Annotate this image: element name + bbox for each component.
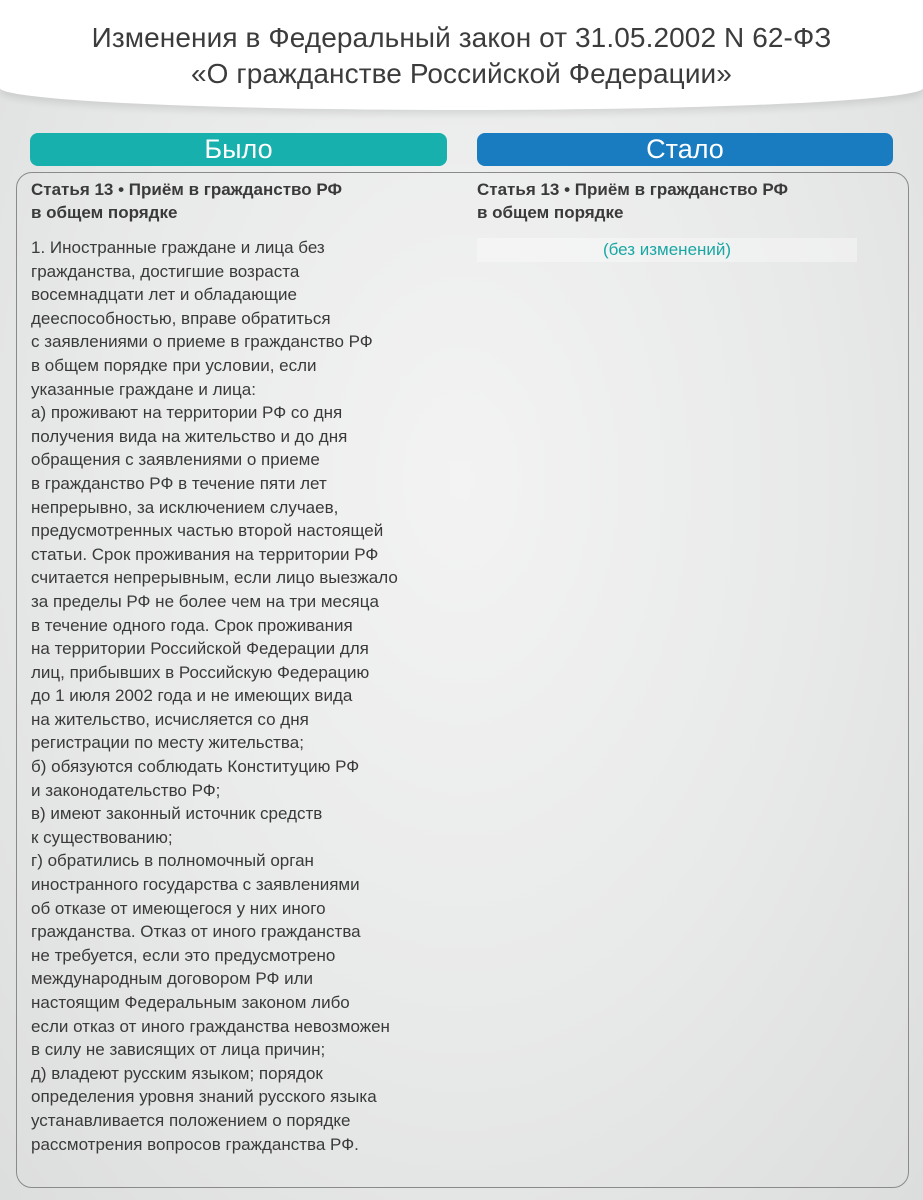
page-title-line2: «О гражданстве Российской Федерации» <box>191 58 732 89</box>
became-article-title <box>477 178 897 224</box>
was-article-title-line1: Статья 13 • Приём в гражданство РФ <box>31 180 342 199</box>
became-article-title-line2: в общем порядке <box>477 203 624 222</box>
no-change-note: (без изменений) <box>477 238 857 262</box>
became-article-title-line1: Статья 13 • Приём в гражданство РФ <box>477 180 788 199</box>
was-column <box>31 178 456 1156</box>
was-article-title-line2: в общем порядке <box>31 203 178 222</box>
page-header <box>0 0 923 110</box>
was-column-label: Было <box>30 133 447 166</box>
became-column-label: Стало <box>477 133 893 166</box>
became-column <box>477 178 897 262</box>
was-article-title <box>31 178 456 224</box>
was-article-text: 1. Иностранные граждане и лица без гражданства, достигшие возраста восемнадцати лет и обладающие дееспособностью, вправе обратиться с заявлениями о приеме в гражданство РФ в общем порядке при условии, если указанные граждане и лица: а) проживают на территории РФ со дня получения вида на жительство и до дня обращения с заявлениями о приеме в гражданство РФ в течение пяти лет непрерывно, за исключением случаев, предусмотренных частью второй настоящей статьи. Срок проживания на территории РФ считается непрерывным, если лицо выезжало за пределы РФ не более чем на три месяца в течение одного года. Срок проживания на территории Российской Федерации для лиц, прибывших в Российскую Федерацию до 1 июля 2002 года и не имеющих вида на жительство, исчисляется со дня регистрации по месту жительства; б) обязуются соблюдать Конституцию РФ и законодательство РФ; в) имеют законный источник средств к существованию; г) обратились в полномочный орган иностранного государства с заявлениями об отказе от имеющегося у них иного гражданства. Отказ от иного гражданства не требуется, если это предусмотрено международным договором РФ или настоящим Федеральным законом либо если отказ от иного гражданства невозможен в силу не зависящих от лица причин; д) владеют русским языком; порядок определения уровня знаний русского языка устанавливается положением о порядке рассмотрения вопросов гражданства РФ. <box>31 238 398 1154</box>
page-title-line1: Изменения в Федеральный закон от 31.05.2002 N 62-ФЗ <box>91 22 832 53</box>
